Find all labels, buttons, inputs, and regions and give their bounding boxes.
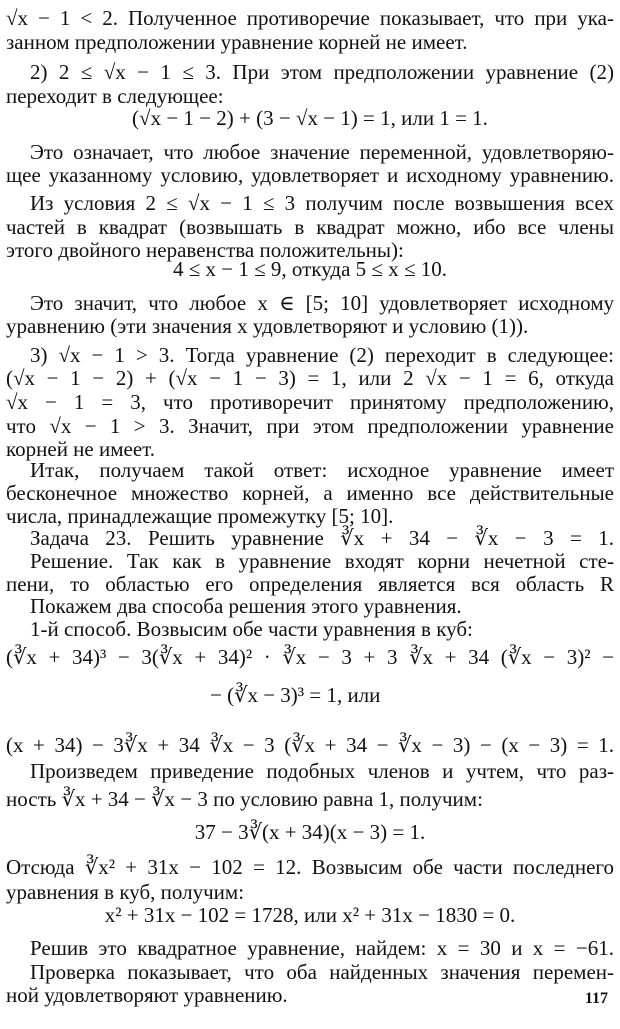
text-line: этого двойного неравенства положительны): [6, 238, 404, 262]
text-line: 3) √x − 1 > 3. Тогда уравнение (2) переходит в следующее: [30, 343, 614, 367]
text-line: частей в квадрат (возвышать в квадрат можно, ибо все члены [6, 215, 614, 239]
formula-line: 37 − 3∛(x + 34)(x − 3) = 1. [194, 820, 426, 844]
text-line: 2) 2 ≤ √x − 1 ≤ 3. При этом предположении уравнение (2) [30, 60, 614, 84]
text-line: пени, то областью его определения является вся область R [6, 572, 614, 596]
formula-line: (√x − 1 − 2) + (3 − √x − 1) = 1, или 1 = 1. [132, 106, 488, 130]
text-line: что √x − 1 > 3. Значит, при этом предположении уравнение [6, 414, 614, 438]
formula-line: x² + 31x − 102 = 1728, или x² + 31x − 1830 = 0. [104, 903, 516, 927]
formula-line: 4 ≤ x − 1 ≤ 9, откуда 5 ≤ x ≤ 10. [173, 257, 447, 281]
text-line: (√x − 1 − 2) + (√x − 1 − 3) = 1, или 2 √x − 1 = 6, откуда [6, 366, 614, 390]
formula-line: (∛x + 34)³ − 3(∛x + 34)² · ∛x − 3 + 3 ∛x + 34 (∛x − 3)² − [6, 645, 614, 669]
text-line: бесконечное множество корней, а именно все действительные [6, 481, 614, 505]
formula-line: − (∛x − 3)³ = 1, или [210, 683, 381, 707]
page-number: 117 [584, 990, 608, 1007]
text-line: √x − 1 < 2. Полученное противоречие показывает, что при ука- [6, 6, 614, 30]
text-line: переходит в следующее: [6, 84, 224, 108]
text-line: уравнению (эти значения x удовлетворяют и условию (1)). [6, 314, 529, 338]
text-line: Итак, получаем такой ответ: исходное уравнение имеет [30, 458, 614, 482]
text-line: Решив это квадратное уравнение, найдем: x = 30 и x = −61. [30, 936, 614, 960]
text-line: Решение. Так как в уравнение входят корни нечетной сте- [30, 549, 614, 573]
text-line: уравнения в куб, получим: [6, 880, 245, 904]
text-line: Из условия 2 ≤ √x − 1 ≤ 3 получим после возвышения всех [30, 191, 614, 215]
text-line: Проверка показывает, что оба найденных значения перемен- [30, 960, 614, 984]
text-line: корней не имеет. [6, 437, 156, 461]
problem-heading: Задача 23. Решить уравнение ∛x + 34 − ∛x − 3 = 1. [30, 526, 614, 550]
text-line: Это означает, что любое значение переменной, удовлетворяю- [30, 140, 614, 164]
text-line: ность ∛x + 34 − ∛x − 3 по условию равна 1, получим: [6, 787, 483, 811]
text-line: щее указанному условию, удовлетворяет и исходному уравнению. [6, 163, 614, 187]
text-line: занном предположении уравнение корней не имеет. [6, 30, 468, 54]
text-line: Произведем приведение подобных членов и учтем, что раз- [30, 759, 614, 783]
text-line: Отсюда ∛x² + 31x − 102 = 12. Возвысим обе части последнего [6, 855, 614, 879]
text-line: ной удовлетворяют уравнению. [6, 983, 288, 1007]
text-line: Покажем два способа решения этого уравнения. [30, 594, 462, 618]
formula-line: (x + 34) − 3∛x + 34 ∛x − 3 (∛x + 34 − ∛x − 3) − (x − 3) = 1. [6, 733, 614, 757]
text-line: 1-й способ. Возвысим обе части уравнения в куб: [30, 617, 473, 641]
text-line: √x − 1 = 3, что противоречит принятому предположению, [6, 390, 614, 414]
text-line: числа, принадлежащие промежутку [5; 10]. [6, 504, 394, 528]
text-line: Это значит, что любое x ∈ [5; 10] удовлетворяет исходному [30, 291, 614, 315]
